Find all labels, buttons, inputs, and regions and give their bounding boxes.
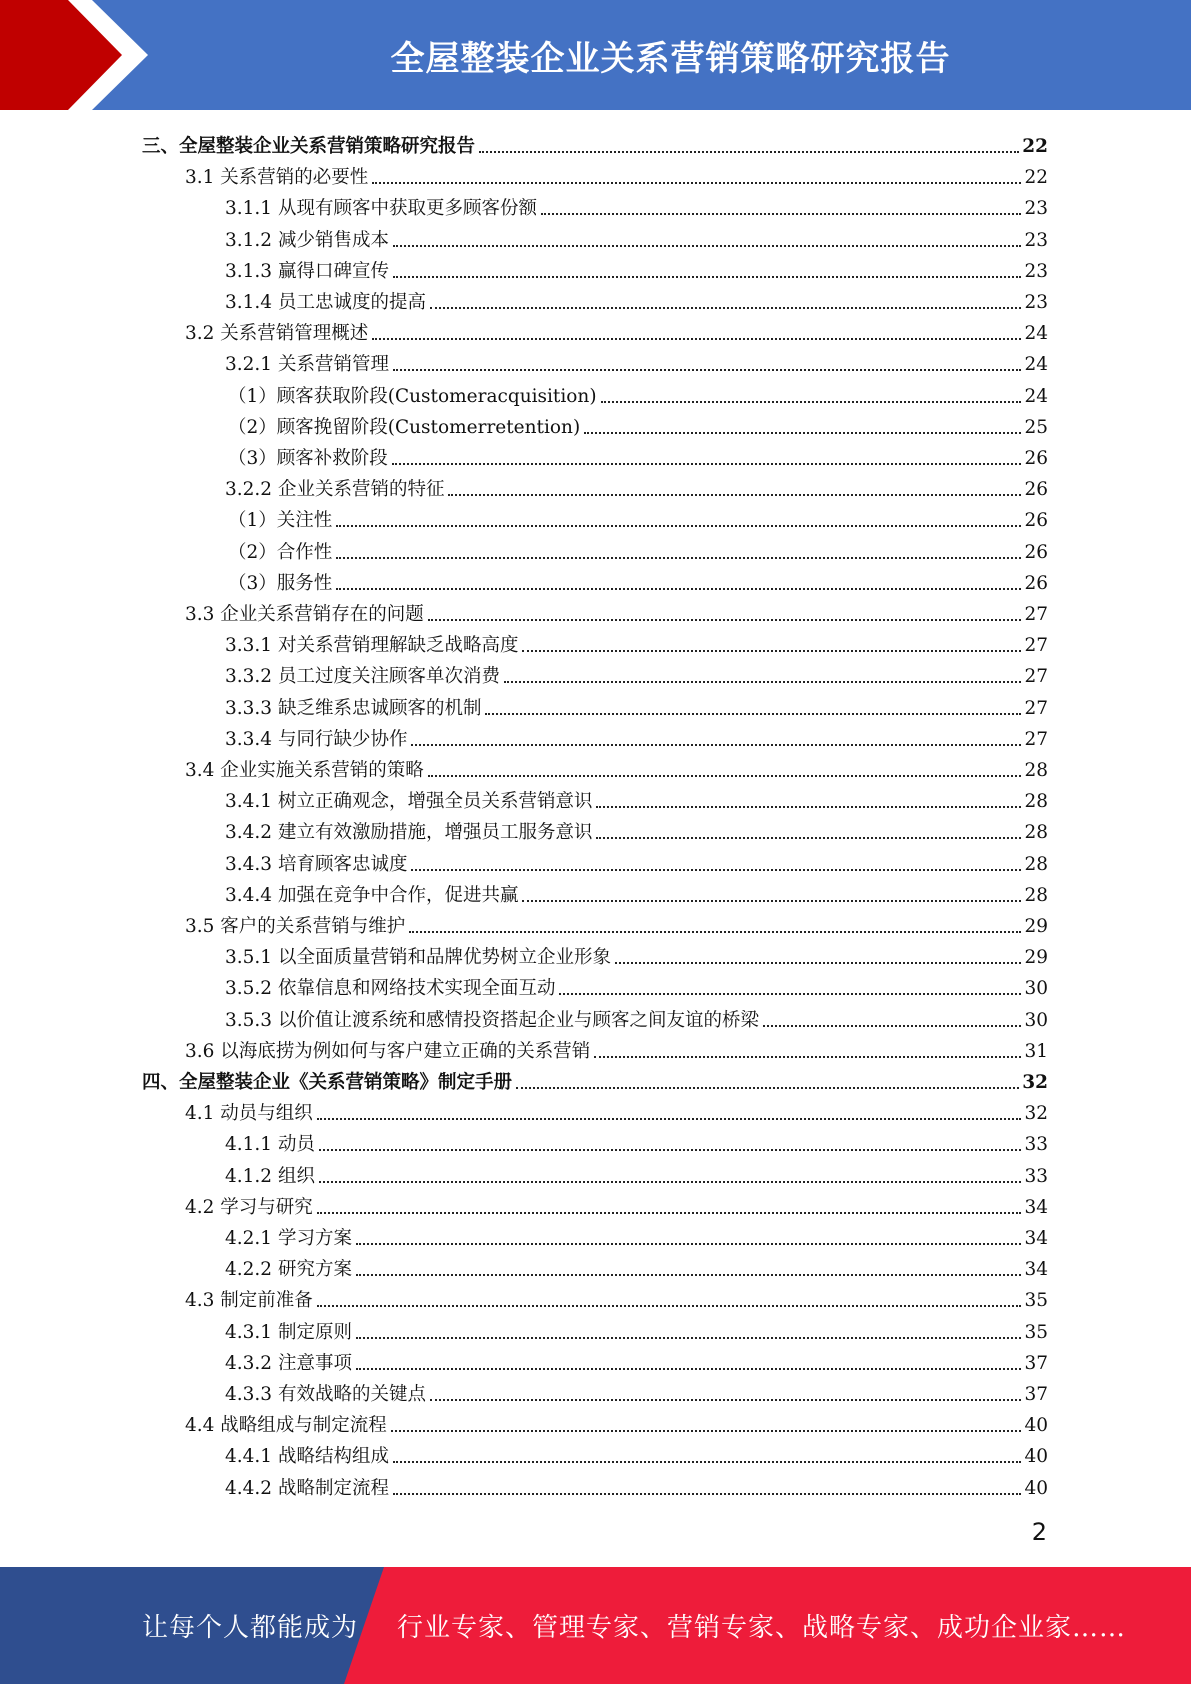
toc-entry[interactable] xyxy=(225,938,1048,969)
toc-dot-leader xyxy=(430,1399,1021,1401)
toc-dot-leader xyxy=(541,213,1021,215)
toc-entry-page: 35 xyxy=(1024,1321,1048,1343)
toc-dot-leader xyxy=(356,1243,1022,1245)
toc-entry-label: 四、全屋整装企业《关系营销策略》制定手册 xyxy=(142,1072,513,1093)
toc-entry-page: 26 xyxy=(1024,479,1048,501)
toc-dot-leader xyxy=(428,619,1022,621)
toc-entry[interactable] xyxy=(225,1313,1048,1344)
toc-entry-label: 3.3 企业关系营销存在的问题 xyxy=(185,604,424,625)
toc-dot-leader xyxy=(356,1368,1022,1370)
toc-dot-leader xyxy=(596,837,1021,839)
toc-entry-label: 3.1.4 员工忠诚度的提高 xyxy=(225,292,426,313)
toc-entry[interactable] xyxy=(225,626,1048,657)
page-footer xyxy=(0,1567,1191,1684)
toc-entry-label: 4.3.2 注意事项 xyxy=(225,1352,352,1374)
toc-dot-leader xyxy=(428,775,1022,777)
toc-dot-leader xyxy=(336,588,1021,590)
toc-dot-leader xyxy=(336,525,1021,527)
toc-entry[interactable] xyxy=(228,501,1048,532)
toc-entry-label: 3.6 以海底捞为例如何与客户建立正确的关系营销 xyxy=(185,1040,591,1062)
toc-entry[interactable] xyxy=(225,1437,1048,1468)
toc-entry-page: 29 xyxy=(1024,947,1048,969)
toc-dot-leader xyxy=(448,494,1021,496)
toc-dot-leader xyxy=(522,650,1021,652)
toc-entry-label: 3.1.2 减少销售成本 xyxy=(225,229,389,251)
page-header xyxy=(0,0,1191,110)
toc-entry[interactable] xyxy=(225,345,1048,376)
toc-dot-leader xyxy=(393,245,1021,247)
toc-dot-leader xyxy=(393,1493,1021,1495)
toc-entry-label: 3.2.2 企业关系营销的特征 xyxy=(225,479,445,501)
toc-entry[interactable] xyxy=(225,1001,1048,1032)
toc-entry-page: 29 xyxy=(1024,916,1048,937)
toc-entry[interactable] xyxy=(225,876,1048,907)
toc-entry-label: 3.4.4 加强在竞争中合作，促进共赢 xyxy=(225,884,519,906)
toc-chapter-entry[interactable] xyxy=(142,1063,1048,1094)
toc-entry-page: 34 xyxy=(1024,1196,1048,1218)
toc-entry-page: 28 xyxy=(1024,760,1048,781)
toc-entry-label: 4.3.3 有效战略的关键点 xyxy=(225,1384,426,1405)
toc-entry[interactable] xyxy=(185,907,1048,938)
toc-entry-label: 4.4.2 战略制定流程 xyxy=(225,1477,389,1499)
toc-dot-leader xyxy=(596,806,1021,808)
toc-dot-leader xyxy=(356,1337,1022,1339)
footer-slogan-left: 让每个人都能成为 xyxy=(142,1613,359,1643)
toc-dot-leader xyxy=(485,713,1021,715)
toc-dot-leader xyxy=(317,1305,1022,1307)
toc-entry-page: 32 xyxy=(1024,1103,1048,1125)
toc-entry[interactable] xyxy=(185,1188,1048,1219)
footer-slogan-right: 行业专家、管理专家、营销专家、战略专家、成功企业家…… xyxy=(397,1613,1127,1643)
toc-dot-leader xyxy=(559,993,1021,995)
toc-entry[interactable] xyxy=(225,252,1048,283)
toc-entry-page: 26 xyxy=(1024,448,1048,469)
toc-entry-label: 4.1 动员与组织 xyxy=(185,1103,313,1125)
toc-entry-label: （1）顾客获取阶段(Customeracquisition) xyxy=(228,385,597,407)
toc-entry-page: 28 xyxy=(1024,822,1048,844)
toc-entry-page: 26 xyxy=(1024,572,1048,594)
toc-entry-label: 4.1.1 动员 xyxy=(225,1134,315,1156)
toc-entry-page: 26 xyxy=(1024,541,1048,563)
toc-entry-label: 4.2.1 学习方案 xyxy=(225,1228,352,1249)
header-title: 全屋整装企业关系营销策略研究报告 xyxy=(390,38,951,79)
toc-entry-label: 3.4.3 培育顾客忠诚度 xyxy=(225,853,408,875)
toc-entry[interactable] xyxy=(225,470,1048,501)
toc-entry-page: 23 xyxy=(1024,260,1048,282)
toc-entry-page: 33 xyxy=(1024,1134,1048,1156)
toc-dot-leader xyxy=(372,182,1021,184)
toc-entry-page: 24 xyxy=(1024,385,1048,407)
toc-entry-label: 3.1 关系营销的必要性 xyxy=(185,167,369,189)
toc-entry-label: 3.5 客户的关系营销与维护 xyxy=(185,916,406,937)
toc-dot-leader xyxy=(584,432,1021,434)
toc-entry-page: 40 xyxy=(1024,1415,1048,1437)
toc-dot-leader xyxy=(615,962,1021,964)
toc-entry[interactable] xyxy=(225,1344,1048,1375)
toc-entry-page: 34 xyxy=(1024,1259,1048,1281)
toc-entry[interactable] xyxy=(228,377,1048,408)
toc-dot-leader xyxy=(763,1025,1021,1027)
toc-dot-leader xyxy=(393,369,1021,371)
toc-entry[interactable] xyxy=(228,408,1048,439)
toc-entry-label: 4.2 学习与研究 xyxy=(185,1196,313,1218)
toc-entry[interactable] xyxy=(225,1375,1048,1406)
toc-entry[interactable] xyxy=(225,1219,1048,1250)
toc-entry-page: 31 xyxy=(1024,1040,1048,1062)
toc-entry-page: 23 xyxy=(1024,229,1048,251)
toc-entry-page: 23 xyxy=(1024,198,1048,220)
toc-entry-page: 37 xyxy=(1024,1384,1048,1405)
toc-entry-page: 27 xyxy=(1024,635,1048,657)
toc-entry-label: 4.4.1 战略结构组成 xyxy=(225,1446,389,1468)
toc-entry[interactable] xyxy=(228,533,1048,564)
toc-entry-page: 28 xyxy=(1024,853,1048,875)
page-number: 2 xyxy=(1031,1518,1047,1546)
toc-entry[interactable] xyxy=(225,657,1048,688)
toc-entry[interactable] xyxy=(225,969,1048,1000)
toc-entry[interactable] xyxy=(185,1406,1048,1437)
toc-chapter-entry[interactable] xyxy=(142,127,1048,158)
toc-dot-leader xyxy=(411,744,1021,746)
toc-entry-label: 3.1.3 赢得口碑宣传 xyxy=(225,260,389,282)
toc-entry[interactable] xyxy=(185,314,1048,345)
toc-entry[interactable] xyxy=(225,845,1048,876)
toc-entry-label: 3.4 企业实施关系营销的策略 xyxy=(185,760,424,781)
toc-entry[interactable] xyxy=(225,221,1048,252)
toc-entry-label: 3.2.1 关系营销管理 xyxy=(225,354,389,376)
toc-dot-leader xyxy=(336,557,1021,559)
toc-entry[interactable] xyxy=(225,689,1048,720)
toc-entry-label: 三、全屋整装企业关系营销策略研究报告 xyxy=(142,136,476,157)
toc-entry-label: 4.3.1 制定原则 xyxy=(225,1321,352,1343)
toc-entry-label: 3.3.3 缺乏维系忠诚顾客的机制 xyxy=(225,697,482,719)
toc-entry-page: 35 xyxy=(1024,1290,1048,1312)
toc-entry-label: （2）合作性 xyxy=(228,541,333,563)
toc-entry-page: 34 xyxy=(1024,1228,1048,1249)
toc-entry-label: （3）服务性 xyxy=(228,572,333,594)
toc-entry-label: 4.4 战略组成与制定流程 xyxy=(185,1415,387,1437)
toc-entry[interactable] xyxy=(225,283,1048,314)
toc-entry-page: 32 xyxy=(1022,1072,1048,1093)
toc-entry-label: 3.5.3 以价值让渡系统和感情投资搭起企业与顾客之间友谊的桥梁 xyxy=(225,1009,759,1031)
toc-dot-leader xyxy=(522,900,1021,902)
toc-dot-leader xyxy=(393,276,1021,278)
toc-entry[interactable] xyxy=(225,189,1048,220)
toc-dot-leader xyxy=(393,1461,1021,1463)
toc-dot-leader xyxy=(356,1274,1022,1276)
toc-entry-label: 3.2 关系营销管理概述 xyxy=(185,323,369,345)
toc-entry-page: 24 xyxy=(1024,323,1048,345)
toc-entry-page: 40 xyxy=(1024,1446,1048,1468)
toc-entry[interactable] xyxy=(225,1250,1048,1281)
toc-entry[interactable] xyxy=(225,1469,1048,1500)
toc-entry-page: 22 xyxy=(1024,167,1048,189)
toc-entry-page: 37 xyxy=(1024,1352,1048,1374)
toc-dot-leader xyxy=(319,1181,1022,1183)
toc-entry-label: 3.5.1 以全面质量营销和品牌优势树立企业形象 xyxy=(225,947,611,969)
toc-dot-leader xyxy=(317,1212,1022,1214)
toc-entry[interactable] xyxy=(225,782,1048,813)
toc-entry-page: 28 xyxy=(1024,884,1048,906)
toc-entry[interactable] xyxy=(185,1094,1048,1125)
toc-entry[interactable] xyxy=(185,158,1048,189)
toc-dot-leader xyxy=(409,931,1021,933)
toc-entry-page: 27 xyxy=(1024,604,1048,625)
toc-entry-label: （3）顾客补救阶段 xyxy=(228,448,388,469)
toc-entry[interactable] xyxy=(185,751,1048,782)
toc-entry-label: 3.4.2 建立有效激励措施，增强员工服务意识 xyxy=(225,822,593,844)
toc-entry[interactable] xyxy=(225,1157,1048,1188)
toc-entry-label: 3.3.1 对关系营销理解缺乏战略高度 xyxy=(225,635,519,657)
toc-entry[interactable] xyxy=(185,1281,1048,1312)
toc-entry-page: 26 xyxy=(1024,510,1048,532)
toc-entry[interactable] xyxy=(228,564,1048,595)
toc-entry-page: 27 xyxy=(1024,697,1048,719)
toc-entry-label: （2）顾客挽留阶段(Customerretention) xyxy=(228,416,581,438)
toc-entry-page: 40 xyxy=(1024,1477,1048,1499)
toc-entry-page: 27 xyxy=(1024,666,1048,688)
toc-entry-page: 22 xyxy=(1022,136,1048,157)
toc-entry[interactable] xyxy=(225,720,1048,751)
toc-dot-leader xyxy=(601,401,1022,403)
toc-entry-label: 4.1.2 组织 xyxy=(225,1165,315,1187)
toc-entry-page: 30 xyxy=(1024,978,1048,1000)
toc-entry-page: 28 xyxy=(1024,791,1048,813)
toc-dot-leader xyxy=(317,1118,1022,1120)
toc-entry-label: 4.2.2 研究方案 xyxy=(225,1259,352,1281)
toc-entry[interactable] xyxy=(228,439,1048,470)
toc-dot-leader xyxy=(319,1149,1022,1151)
toc-entry-page: 23 xyxy=(1024,292,1048,313)
toc-dot-leader xyxy=(391,1430,1022,1432)
toc-dot-leader xyxy=(504,681,1021,683)
toc-entry-page: 30 xyxy=(1024,1009,1048,1031)
toc-entry-label: 3.3.2 员工过度关注顾客单次消费 xyxy=(225,666,500,688)
toc-dot-leader xyxy=(479,151,1019,153)
toc-dot-leader xyxy=(594,1056,1021,1058)
toc-entry-label: 4.3 制定前准备 xyxy=(185,1290,313,1312)
toc-entry[interactable] xyxy=(225,1125,1048,1156)
toc-entry-label: 3.5.2 依靠信息和网络技术实现全面互动 xyxy=(225,978,556,1000)
toc-dot-leader xyxy=(392,463,1022,465)
toc-entry-page: 25 xyxy=(1024,416,1048,438)
toc-entry-label: 3.3.4 与同行缺少协作 xyxy=(225,728,408,750)
toc-dot-leader xyxy=(516,1087,1019,1089)
toc-entry-label: （1）关注性 xyxy=(228,510,333,532)
toc-entry[interactable] xyxy=(185,595,1048,626)
toc-entry[interactable] xyxy=(185,1032,1048,1063)
toc-dot-leader xyxy=(411,869,1021,871)
toc-entry-page: 33 xyxy=(1024,1165,1048,1187)
toc-entry-label: 3.1.1 从现有顾客中获取更多顾客份额 xyxy=(225,198,537,220)
toc-entry-page: 27 xyxy=(1024,728,1048,750)
header-chevron-graphic xyxy=(0,0,160,110)
toc-dot-leader xyxy=(430,307,1021,309)
toc-entry[interactable] xyxy=(225,813,1048,844)
toc-entry-page: 24 xyxy=(1024,354,1048,376)
toc-entry-label: 3.4.1 树立正确观念，增强全员关系营销意识 xyxy=(225,791,593,813)
toc-dot-leader xyxy=(372,338,1021,340)
